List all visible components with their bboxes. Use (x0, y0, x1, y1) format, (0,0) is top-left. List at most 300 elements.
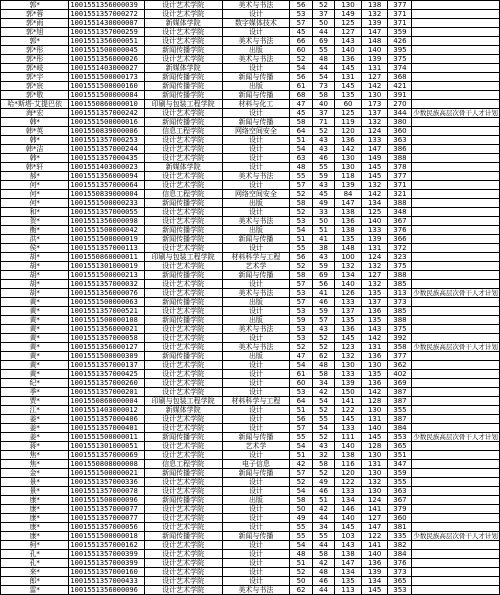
special-program-note (412, 199, 500, 208)
college: 新媒体学院 (144, 163, 222, 172)
major: 出版 (222, 352, 290, 361)
subject1-score: 130 (335, 1, 362, 10)
special-program-note (412, 64, 500, 73)
candidate-name: 贺* (1, 217, 69, 226)
foreign-language-score: 34 (312, 523, 334, 532)
table-row (1, 523, 500, 532)
special-program-note (412, 514, 500, 523)
major: 艺术学 (222, 262, 290, 271)
subject2-score: 145 (361, 586, 388, 595)
subject2-score: 142 (361, 388, 388, 397)
politics-score: 56 (290, 415, 312, 424)
total-score: 363 (388, 136, 412, 145)
candidate-name: 郎* (1, 577, 69, 586)
politics-score: 52 (290, 55, 312, 64)
table-row (1, 388, 500, 397)
special-program-note (412, 208, 500, 217)
subject1-score: 127 (335, 28, 362, 37)
total-score: 359 (388, 469, 412, 478)
special-program-note (412, 460, 500, 469)
foreign-language-score: 37 (312, 10, 334, 19)
exam-number: 1001551357000242 (69, 109, 144, 118)
subject1-score: 136 (335, 55, 362, 64)
college: 设计艺术学院 (144, 442, 222, 451)
special-program-note: 少数民族高层次骨干人才计划 (413, 532, 498, 540)
foreign-language-score: 51 (312, 496, 334, 505)
major: 美术与书法 (222, 325, 290, 334)
subject1-score: 133 (335, 424, 362, 433)
exam-number: 1001551357000433 (69, 577, 144, 586)
major: 设计 (222, 568, 290, 577)
politics-score: 58 (290, 118, 312, 127)
table-row (1, 460, 500, 469)
subject1-score: 145 (335, 82, 362, 91)
college: 新闻传播学院 (144, 352, 222, 361)
foreign-language-score: 44 (312, 514, 334, 523)
subject1-score: 147 (335, 199, 362, 208)
special-program-note (412, 91, 500, 100)
foreign-language-score: 42 (312, 388, 334, 397)
candidate-name: 韩*洁 (1, 145, 69, 154)
politics-score: 56 (290, 253, 312, 262)
total-score: 388 (388, 271, 412, 280)
politics-score: 57 (290, 298, 312, 307)
politics-score: 55 (290, 532, 312, 541)
candidate-name: 黄* (1, 370, 69, 379)
candidate-name: 康* (1, 523, 69, 532)
foreign-language-score: 52 (312, 406, 334, 415)
subject1-score: 120 (335, 469, 362, 478)
table-row (1, 568, 500, 577)
major: 设计 (222, 181, 290, 190)
subject1-score: 145 (335, 523, 362, 532)
politics-score: 47 (290, 352, 312, 361)
subject2-score: 122 (361, 532, 388, 541)
total-score: 363 (388, 487, 412, 496)
politics-score: 49 (290, 514, 312, 523)
foreign-language-score: 62 (312, 352, 334, 361)
politics-score: 51 (290, 136, 312, 145)
politics-score: 53 (290, 388, 312, 397)
exam-number: 1001551356000051 (69, 37, 144, 46)
exam-number: 1001551357000336 (69, 478, 144, 487)
foreign-language-score: 46 (312, 154, 334, 163)
exam-number: 1001551500000233 (69, 199, 144, 208)
foreign-language-score: 46 (312, 577, 334, 586)
candidate-name: 康* (1, 532, 69, 541)
candidate-name: 衡* (1, 226, 69, 235)
subject1-score: 143 (335, 541, 362, 550)
politics-score: 54 (290, 487, 312, 496)
politics-score: 45 (290, 109, 312, 118)
total-score: 368 (388, 73, 412, 82)
special-program-note (412, 172, 500, 181)
total-score: 360 (388, 127, 412, 136)
exam-number: 1001551357000259 (69, 28, 144, 37)
subject2-score: 130 (361, 487, 388, 496)
major: 设计 (222, 109, 290, 118)
subject2-score: 127 (361, 73, 388, 82)
college: 设计艺术学院 (144, 37, 222, 46)
exam-number: 1001551357000077 (69, 505, 144, 514)
college: 新闻传播学院 (144, 271, 222, 280)
table-row (1, 379, 500, 388)
subject2-score: 140 (361, 217, 388, 226)
exam-number: 1001551403000023 (69, 163, 144, 172)
table-row (1, 82, 500, 91)
politics-score: 61 (290, 82, 312, 91)
candidate-name: 和* (1, 208, 69, 217)
special-program-note (412, 298, 500, 307)
total-score: 355 (388, 478, 412, 487)
major: 新闻与传播 (222, 73, 290, 82)
total-score: 378 (388, 163, 412, 172)
table-row (1, 154, 500, 163)
special-program-note (412, 568, 500, 577)
college: 设计艺术学院 (144, 307, 222, 316)
politics-score: 54 (290, 442, 312, 451)
candidate-name: 胡* (1, 262, 69, 271)
politics-score: 60 (290, 379, 312, 388)
exam-number: 1001551356000094 (69, 172, 144, 181)
special-program-note (412, 217, 500, 226)
candidate-name: 郭*旭 (1, 28, 69, 37)
total-score: 313 (388, 289, 412, 298)
politics-score: 55 (290, 523, 312, 532)
foreign-language-score: 58 (312, 91, 334, 100)
special-program-note (412, 334, 500, 343)
politics-score: 61 (290, 370, 312, 379)
candidate-name: 孔* (1, 550, 69, 559)
subject2-score: 136 (361, 379, 388, 388)
major: 设计 (222, 514, 290, 523)
subject1-score: 140 (335, 514, 362, 523)
foreign-language-score: 43 (312, 442, 334, 451)
college: 设计艺术学院 (144, 208, 222, 217)
college: 设计艺术学院 (144, 424, 222, 433)
college: 设计艺术学院 (144, 361, 222, 370)
total-score: 376 (388, 226, 412, 235)
special-program-note (412, 397, 500, 406)
politics-score: 58 (290, 199, 312, 208)
total-score: 402 (388, 370, 412, 379)
politics-score: 47 (290, 100, 312, 109)
candidate-name: 景* (1, 478, 69, 487)
subject2-score: 139 (361, 19, 388, 28)
special-program-note (412, 388, 500, 397)
college: 设计艺术学院 (144, 514, 222, 523)
subject1-score: 122 (335, 406, 362, 415)
subject2-score: 132 (361, 10, 388, 19)
subject2-score: 139 (361, 235, 388, 244)
foreign-language-score: 49 (312, 478, 334, 487)
subject2-score: 142 (361, 334, 388, 343)
politics-score: 53 (290, 289, 312, 298)
table-row (1, 307, 500, 316)
candidate-name: 来* (1, 568, 69, 577)
foreign-language-score: 43 (312, 181, 334, 190)
total-score: 344 (388, 109, 412, 118)
table-row (1, 253, 500, 262)
major: 新闻与传播 (222, 469, 290, 478)
major: 设计 (222, 505, 290, 514)
special-program-note (412, 1, 500, 10)
foreign-language-score: 52 (312, 433, 334, 442)
college: 新闻传播学院 (144, 298, 222, 307)
subject1-score: 135 (335, 577, 362, 586)
exam-number: 1001551357000069 (69, 451, 144, 460)
total-score: 381 (388, 523, 412, 532)
major: 美术与书法 (222, 172, 290, 181)
exam-number: 1001551500000011 (69, 433, 144, 442)
table-row (1, 325, 500, 334)
special-program-note (412, 190, 500, 199)
subject1-score: 133 (335, 370, 362, 379)
major: 设计 (222, 478, 290, 487)
candidate-name: 侯* (1, 244, 69, 253)
subject1-score: 130 (335, 163, 362, 172)
college: 信息工程学院 (144, 460, 222, 469)
candidate-name: 柯* (1, 541, 69, 550)
politics-score: 55 (290, 433, 312, 442)
candidate-name: 韩*轩 (1, 163, 69, 172)
college: 设计艺术学院 (144, 523, 222, 532)
subject2-score: 130 (361, 469, 388, 478)
politics-score: 64 (290, 397, 312, 406)
foreign-language-score: 44 (312, 586, 334, 595)
major: 设计 (222, 406, 290, 415)
subject1-score: 135 (335, 316, 362, 325)
table-row (1, 406, 500, 415)
exam-number: 1001551357000406 (69, 415, 144, 424)
subject1-score: 139 (335, 379, 362, 388)
major: 设计 (222, 388, 290, 397)
major: 网络空间安全 (222, 190, 290, 199)
subject2-score: 140 (361, 46, 388, 55)
total-score: 375 (388, 325, 412, 334)
subject1-score: 111 (335, 433, 362, 442)
major: 设计 (222, 163, 290, 172)
foreign-language-score: 52 (312, 343, 334, 352)
subject1-score: 136 (335, 217, 362, 226)
subject2-score: 135 (361, 289, 388, 298)
subject1-score: 142 (335, 145, 362, 154)
special-program-note (412, 10, 500, 19)
college: 设计艺术学院 (144, 487, 222, 496)
subject2-score: 173 (361, 100, 388, 109)
candidate-name: 黄* (1, 343, 69, 352)
subject2-score: 131 (361, 460, 388, 469)
subject1-score: 139 (335, 181, 362, 190)
exam-number: 1001551357000137 (69, 361, 144, 370)
total-score: 377 (388, 1, 412, 10)
subject1-score: 149 (335, 10, 362, 19)
politics-score: 53 (290, 217, 312, 226)
special-program-note (412, 415, 500, 424)
special-program-note (412, 235, 500, 244)
subject1-score: 116 (335, 460, 362, 469)
total-score: 388 (388, 154, 412, 163)
subject2-score: 132 (361, 478, 388, 487)
subject2-score: 131 (361, 64, 388, 73)
major: 新闻与传播 (222, 235, 290, 244)
subject1-score: 140 (335, 46, 362, 55)
college: 新闻传播学院 (144, 469, 222, 478)
major: 设计 (222, 334, 290, 343)
subject2-score: 139 (361, 55, 388, 64)
special-program-note (412, 82, 500, 91)
college: 设计艺术学院 (144, 1, 222, 10)
foreign-language-score: 37 (312, 109, 334, 118)
subject2-score: 132 (361, 262, 388, 271)
subject1-score: 113 (335, 586, 362, 595)
major: 新闻与传播 (222, 532, 290, 541)
table-row (1, 361, 500, 370)
politics-score: 51 (290, 559, 312, 568)
candidate-name: 郭* (1, 1, 69, 10)
politics-score: 57 (290, 424, 312, 433)
subject1-score: 138 (335, 226, 362, 235)
politics-score: 68 (290, 91, 312, 100)
total-score: 335 (388, 532, 412, 541)
foreign-language-score: 52 (312, 469, 334, 478)
foreign-language-score: 49 (312, 199, 334, 208)
exam-number: 1001551357000160 (69, 568, 144, 577)
subject1-score: 60 (335, 100, 362, 109)
college: 新闻传播学院 (144, 433, 222, 442)
foreign-language-score: 38 (312, 244, 334, 253)
politics-score: 57 (290, 19, 312, 28)
major: 数字媒体技术 (222, 19, 290, 28)
special-program-note (412, 154, 500, 163)
foreign-language-score: 43 (312, 253, 334, 262)
college: 设计艺术学院 (144, 325, 222, 334)
candidate-name: 韩* (1, 136, 69, 145)
exam-number: 1001551356000127 (69, 343, 144, 352)
subject1-score: 134 (335, 496, 362, 505)
foreign-language-score: 44 (312, 28, 334, 37)
college: 设计艺术学院 (144, 262, 222, 271)
table-row (1, 478, 500, 487)
politics-score: 53 (290, 334, 312, 343)
table-row (1, 118, 500, 127)
major: 设计 (222, 541, 290, 550)
college: 设计艺术学院 (144, 388, 222, 397)
table-row (1, 100, 500, 109)
foreign-language-score: 48 (312, 361, 334, 370)
subject1-score: 119 (335, 118, 362, 127)
candidate-name: 黄* (1, 325, 69, 334)
subject2-score: 125 (361, 208, 388, 217)
major: 美术与书法 (222, 55, 290, 64)
subject2-score: 135 (361, 370, 388, 379)
major: 设计 (222, 28, 290, 37)
total-score: 379 (388, 505, 412, 514)
table-row (1, 91, 500, 100)
table-row (1, 10, 500, 19)
candidate-name: 韩* (1, 118, 69, 127)
foreign-language-score: 69 (312, 271, 334, 280)
politics-score: 54 (290, 64, 312, 73)
politics-score: 54 (290, 541, 312, 550)
college: 设计艺术学院 (144, 217, 222, 226)
major: 美术与书法 (222, 37, 290, 46)
subject2-score: 147 (361, 145, 388, 154)
foreign-language-score: 46 (312, 298, 334, 307)
total-score: 382 (388, 541, 412, 550)
table-row (1, 280, 500, 289)
total-score: 355 (388, 406, 412, 415)
special-program-note (412, 100, 500, 109)
subject2-score: 145 (361, 433, 388, 442)
candidate-name: 贾* (1, 397, 69, 406)
total-score: 380 (388, 118, 412, 127)
total-score: 367 (388, 217, 412, 226)
exam-number: 1001551357000055 (69, 208, 144, 217)
subject2-score: 124 (361, 496, 388, 505)
table-row (1, 226, 500, 235)
major: 设计 (222, 487, 290, 496)
total-score: 387 (388, 415, 412, 424)
candidate-name: 黄* (1, 307, 69, 316)
major: 美术与书法 (222, 1, 290, 10)
subject1-score: 136 (335, 325, 362, 334)
candidate-name: 孔* (1, 559, 69, 568)
total-score: 366 (388, 235, 412, 244)
foreign-language-score: 73 (312, 82, 334, 91)
major: 设计 (222, 64, 290, 73)
major: 设计 (222, 577, 290, 586)
subject1-score: 150 (335, 388, 362, 397)
total-score: 387 (388, 397, 412, 406)
exam-number: 1001551357000521 (69, 307, 144, 316)
subject1-score: 122 (335, 478, 362, 487)
special-program-note (412, 37, 500, 46)
candidate-name: 郭*彤 (1, 46, 69, 55)
foreign-language-score: 52 (312, 334, 334, 343)
major: 设计 (222, 415, 290, 424)
politics-score: 57 (290, 280, 312, 289)
politics-score: 45 (290, 28, 312, 37)
subject1-score: 141 (335, 397, 362, 406)
total-score: 384 (388, 424, 412, 433)
table-row (1, 514, 500, 523)
subject2-score: 128 (361, 397, 388, 406)
politics-score: 53 (290, 10, 312, 19)
subject1-score: 103 (335, 532, 362, 541)
special-program-note (412, 181, 500, 190)
college: 新媒体学院 (144, 19, 222, 28)
major: 设计 (222, 280, 290, 289)
subject2-score: 140 (361, 424, 388, 433)
candidate-name: 黄* (1, 361, 69, 370)
subject2-score: 147 (361, 523, 388, 532)
table-row (1, 208, 500, 217)
foreign-language-score: 48 (312, 55, 334, 64)
exam-number: 1001551500000021 (69, 469, 144, 478)
candidate-name: 黄* (1, 316, 69, 325)
candidate-name: 郝* (1, 172, 69, 181)
special-program-note (412, 19, 500, 28)
special-program-note (412, 316, 500, 325)
exam-number: 1001551356000098 (69, 217, 144, 226)
table-row (1, 190, 500, 199)
candidate-name: 何* (1, 190, 69, 199)
total-score: 365 (388, 442, 412, 451)
college: 设计艺术学院 (144, 334, 222, 343)
college: 设计艺术学院 (144, 505, 222, 514)
foreign-language-score: 50 (312, 19, 334, 28)
